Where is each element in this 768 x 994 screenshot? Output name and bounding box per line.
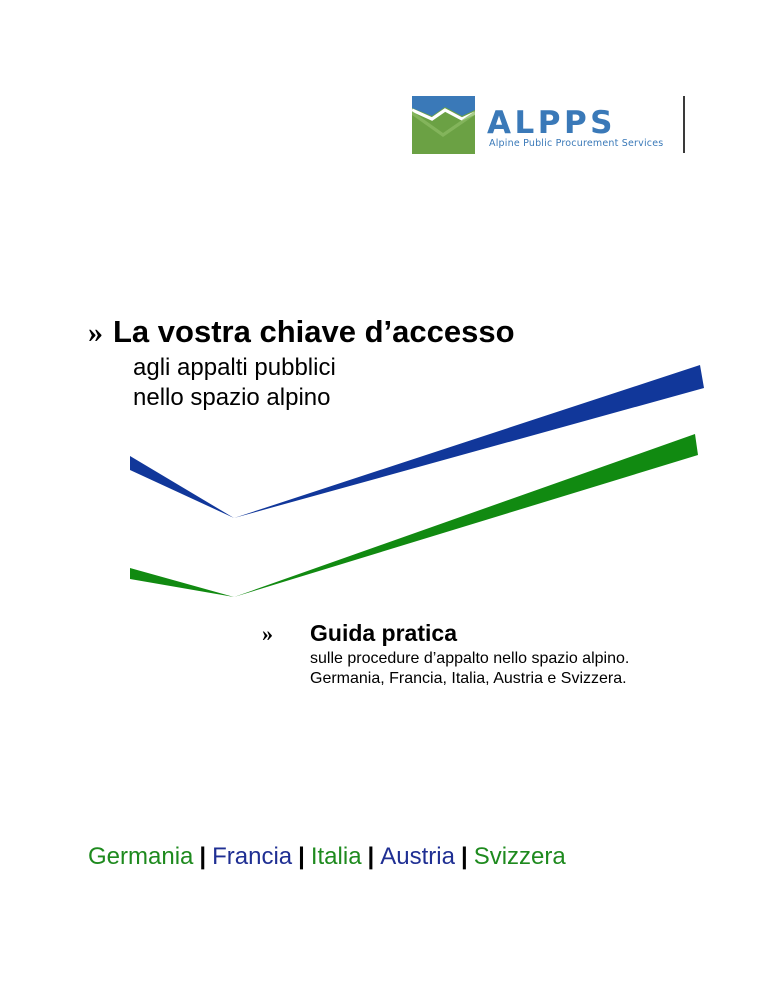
blue-swoosh [130,365,704,518]
logo-wordmark: ALPPS [487,105,617,141]
logo-tagline: Alpine Public Procurement Services [489,138,664,149]
country-list [88,841,566,873]
country-francia: Francia [212,843,293,870]
title-subtitle-line-1: agli appalti pubblici [133,354,336,381]
title-subtitle-line-2: nello spazio alpino [133,384,331,411]
country-separator: | [460,843,468,870]
guide-marker: » [262,621,273,646]
title-marker: » [88,316,103,349]
country-italia: Italia [310,843,362,870]
guide-title: Guida pratica [310,620,457,646]
country-svizzera: Svizzera [473,843,566,870]
country-austria: Austria [380,843,455,870]
country-separator: | [367,843,375,870]
country-separator: | [298,843,305,870]
country-separator: | [199,843,207,870]
country-germania: Germania [88,843,194,870]
guide-description: sulle procedure d’appalto nello spazio alpino. Germania, Francia, Italia, Austria e Svizzera. [310,650,630,687]
green-swoosh [130,434,698,597]
title-heading: La vostra chiave d’accesso [113,314,515,349]
